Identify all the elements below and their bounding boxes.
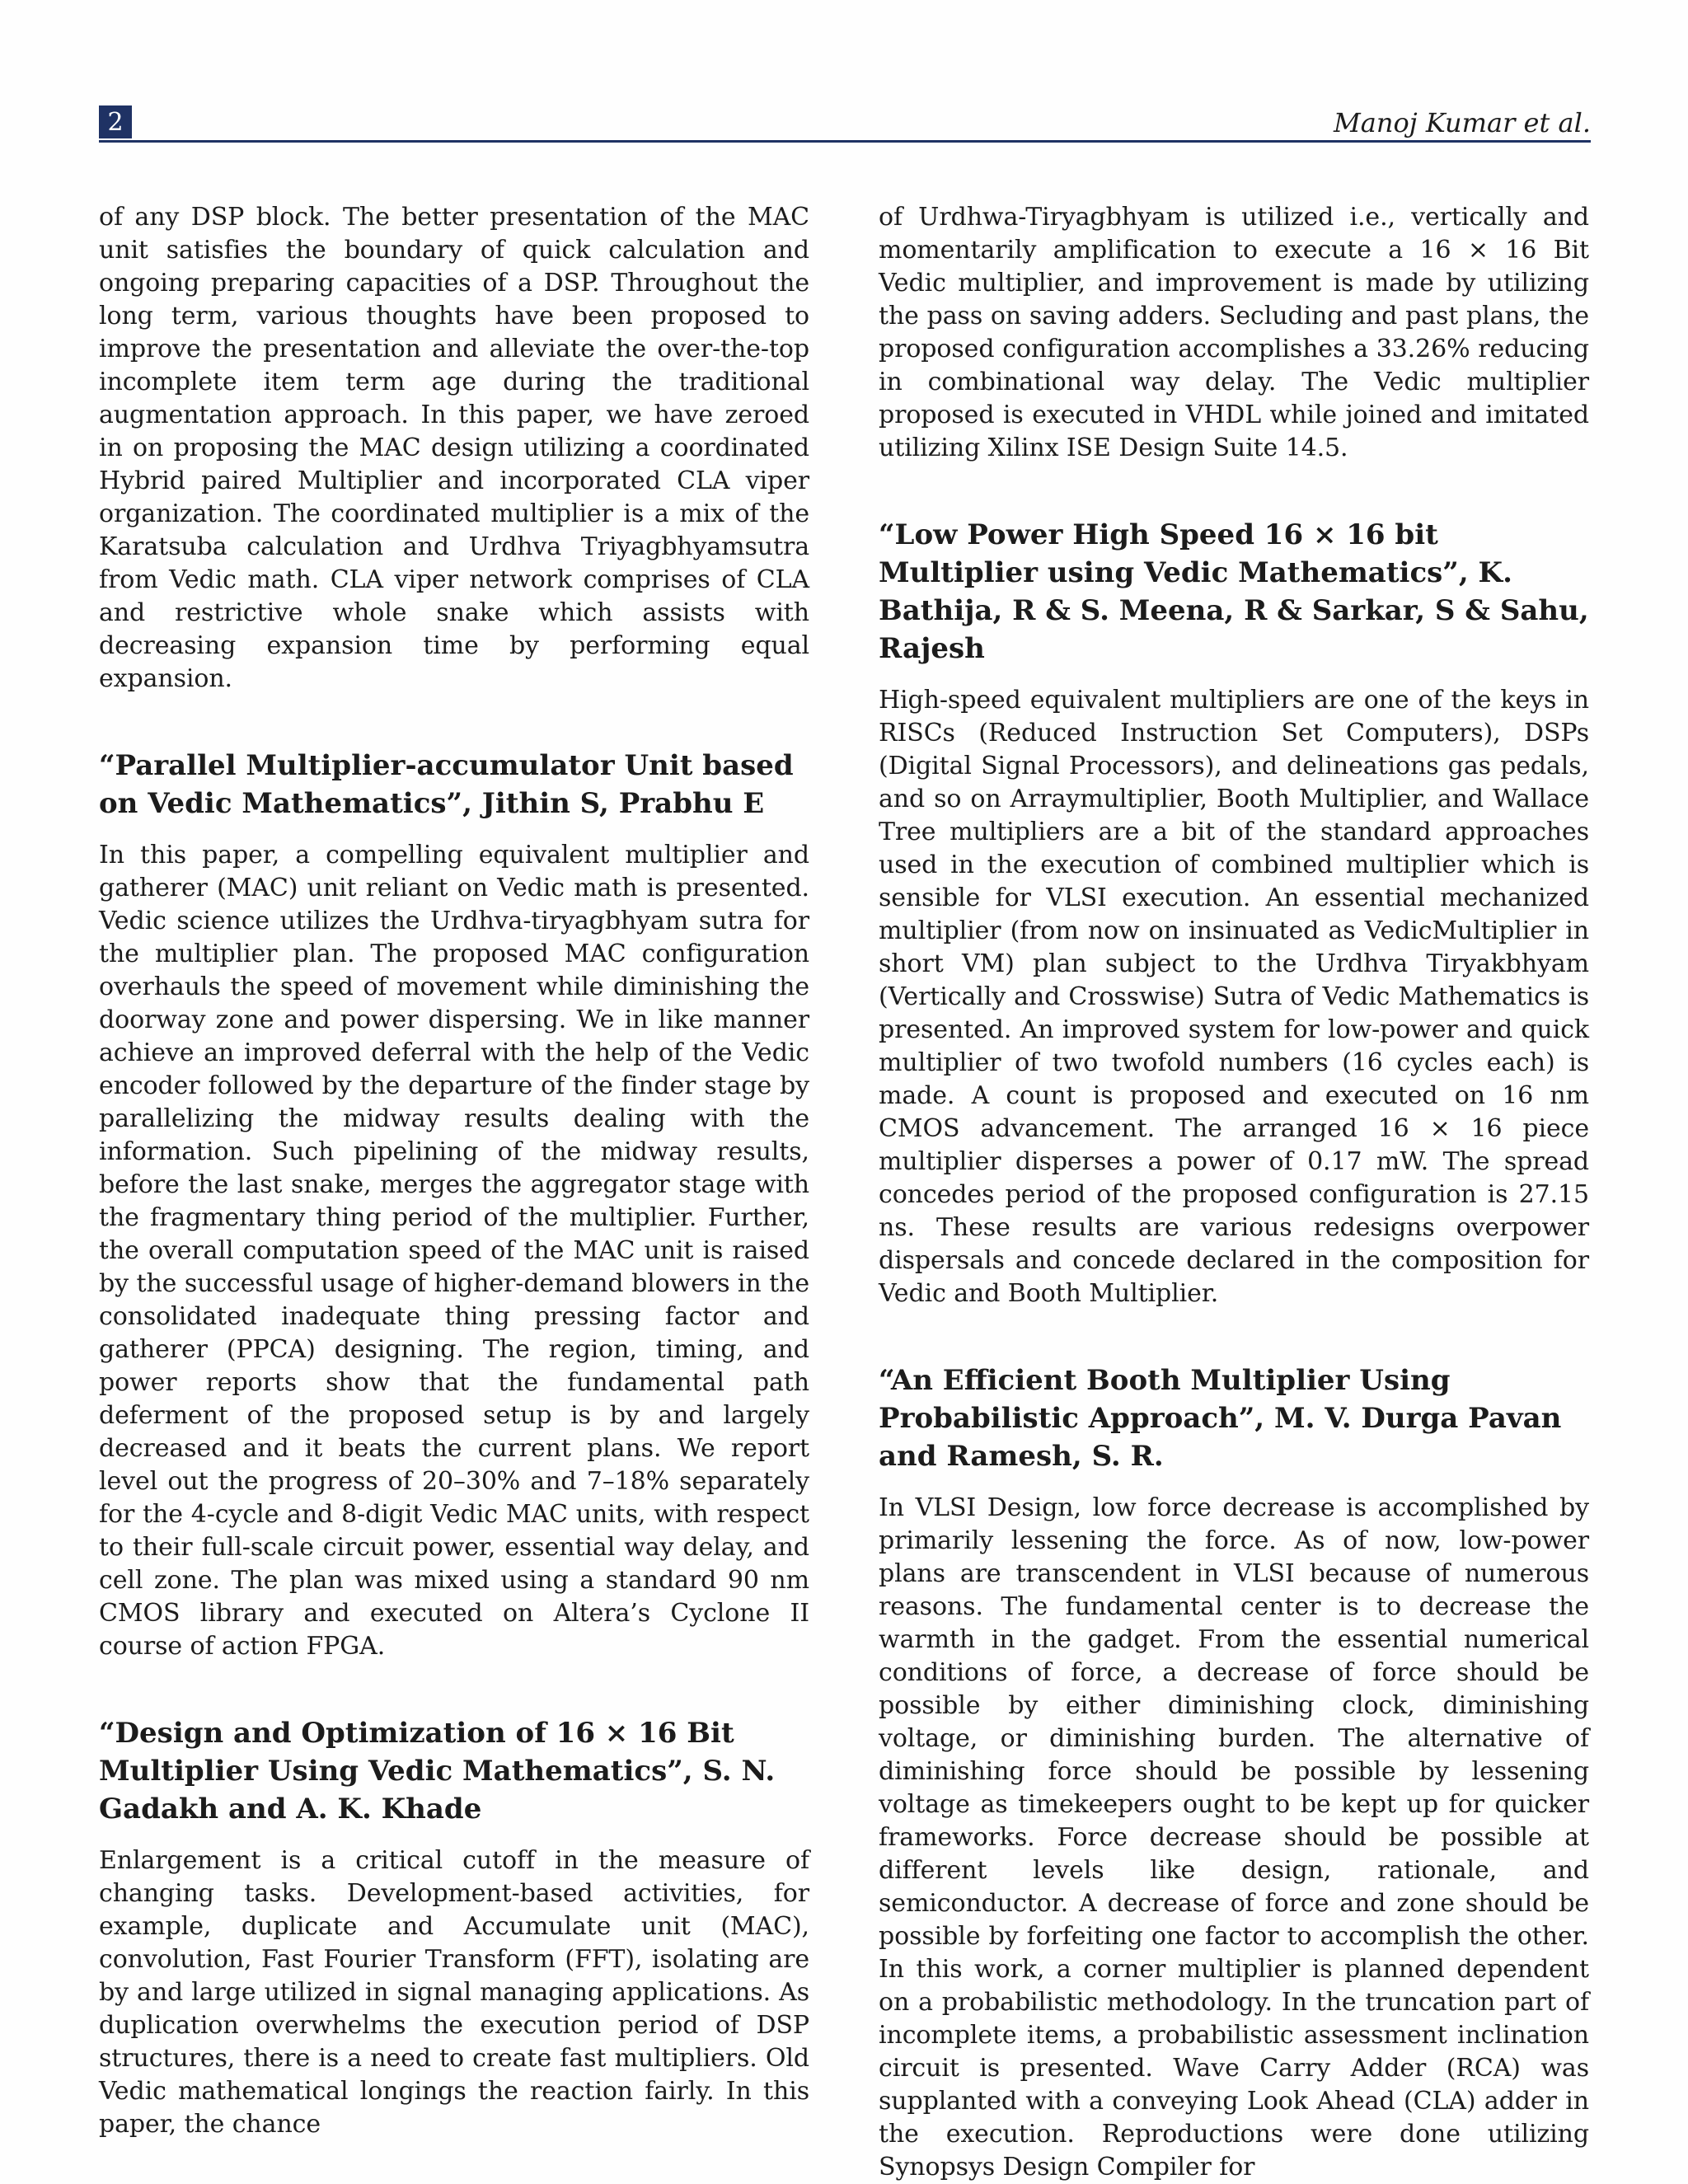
running-header <box>99 105 1591 143</box>
paragraph: of Urdhwa-Tiryagbhyam is utilized i.e., vertically and momentarily amplification to execute a 16 × 16 Bit Vedic multiplier, and improvement is made by utilizing the pass on saving adders. Secluding and past plans, the proposed configuration accomplishes a 33.26% reducing in combinational way delay. The Vedic multiplier proposed is executed in VHDL while joined and imitated utilizing Xilinx ISE Design Suite 14.5. <box>879 203 1589 462</box>
section-heading: “Design and Optimization of 16 × 16 Bit Multiplier Using Vedic Mathematics”, S. N. Gadakh and A. K. Khade <box>99 1717 776 1825</box>
section-heading: “Low Power High Speed 16 × 16 bit Multiplier using Vedic Mathematics”, K. Bathija, R & S. Meena, R & Sarkar, S & Sahu, Rajesh <box>879 518 1589 665</box>
paragraph: In this paper, a compelling equivalent multiplier and gatherer (MAC) unit reliant on Vedic math is presented. Vedic science utilizes the Urdhva-tiryagbhyam sutra for the multiplier plan. The proposed MAC configuration overhauls the speed of movement while diminishing the doorway zone and power dispersing. We in like manner achieve an improved deferral with the help of the Vedic encoder followed by the departure of the finder stage by parallelizing the midway results dealing with the information. Such pipelining of the midway results, before the last snake, merges the aggregator stage with the fragmentary thing period of the multiplier. Further, the overall computation speed of the MAC unit is raised by the successful usage of higher-demand blowers in the consolidated inadequate thing pressing factor and gatherer (PPCA) designing. The region, timing, and power reports show that the fundamental path deferment of the proposed setup is by and largely decreased and it beats the current plans. We report level out the progress of 20–30% and 7–18% separately for the 4-cycle and 8-digit Vedic MAC units, with respect to their full-scale circuit power, essential way delay, and cell zone. The plan was mixed using a standard 90 nm CMOS library and executed on Altera’s Cyclone II course of action FPGA. <box>99 841 809 1661</box>
paragraph: High-speed equivalent multipliers are one of the keys in RISCs (Reduced Instruction Set Computers), DSPs (Digital Signal Processors), and delineations gas pedals, and so on Arraymultiplier, Booth Multiplier, and Wallace Tree multipliers are a bit of the standard approaches used in the execution of combined multiplier which is sensible for VLSI execution. An essential mechanized multiplier (from now on insinuated as VedicMultiplier in short VM) plan subject to the Urdhva Tiryakbhyam (Vertically and Crosswise) Sutra of Vedic Mathematics is presented. An improved system for low-power and quick multiplier of two twofold numbers (16 cycles each) is made. A count is proposed and executed on 16 nm CMOS advancement. The arranged 16 × 16 piece multiplier disperses a power of 0.17 mW. The spread concedes period of the proposed configuration is 27.15 ns. These results are various redesigns overpower dispersals and concede declared in the composition for Vedic and Booth Multiplier. <box>879 686 1589 1308</box>
paragraph: In VLSI Design, low force decrease is accomplished by primarily lessening the force. As of now, low-power plans are transcendent in VLSI because of numerous reasons. The fundamental center is to decrease the warmth in the gadget. From the essential numerical conditions of force, a decrease of force should be possible by either diminishing clock, diminishing voltage, or diminishing burden. The alternative of diminishing force should be possible by lessening voltage as timekeepers ought to be kept up for quicker frameworks. Force decrease should be possible at different levels like design, rationale, and semiconductor. A decrease of force and zone should be possible by forfeiting one factor to accomplish the other. In this work, a corner multiplier is planned dependent on a probabilistic methodology. In the truncation part of incomplete items, a probabilistic assessment inclination circuit is presented. Wave Carry Adder (RCA) was supplanted with a conveying Look Ahead (CLA) adder in the execution. Reproductions were done utilizing Synopsys Design Compiler for <box>879 1493 1589 2182</box>
section-heading: “Parallel Multiplier-accumulator Unit based on Vedic Mathematics”, Jithin S, Prabhu E <box>99 749 794 820</box>
running-author: Manoj Kumar et al. <box>1334 107 1591 138</box>
page-number: 2 <box>99 105 132 138</box>
section-heading: “An Efficient Booth Multiplier Using Probabilistic Approach”, M. V. Durga Pavan and Ramesh, S. R. <box>879 1364 1562 1473</box>
paragraph: of any DSP block. The better presentation of the MAC unit satisfies the boundary of quick calculation and ongoing preparing capacities of a DSP. Throughout the long term, various thoughts have been proposed to improve the presentation and alleviate the over-the-top incomplete item term age during the traditional augmentation approach. In this paper, we have zeroed in on proposing the MAC design utilizing a coordinated Hybrid paired Multiplier and incorporated CLA viper organization. The coordinated multiplier is a mix of the Karatsuba calculation and Urdhva Triyagbhyamsutra from Vedic math. CLA viper network comprises of CLA and restrictive whole snake which assists with decreasing expansion time by performing equal expansion. <box>99 203 809 693</box>
paragraph: Enlargement is a critical cutoff in the measure of changing tasks. Development-based activities, for example, duplicate and Accumulate unit (MAC), convolution, Fast Fourier Transform (FFT), isolating are by and large utilized in signal managing applications. As duplication overwhelms the execution period of DSP structures, there is a need to create fast multipliers. Old Vedic mathematical longings the reaction fairly. In this paper, the chance <box>99 1846 809 2139</box>
left-column <box>99 201 809 2141</box>
right-column <box>879 201 1589 2184</box>
